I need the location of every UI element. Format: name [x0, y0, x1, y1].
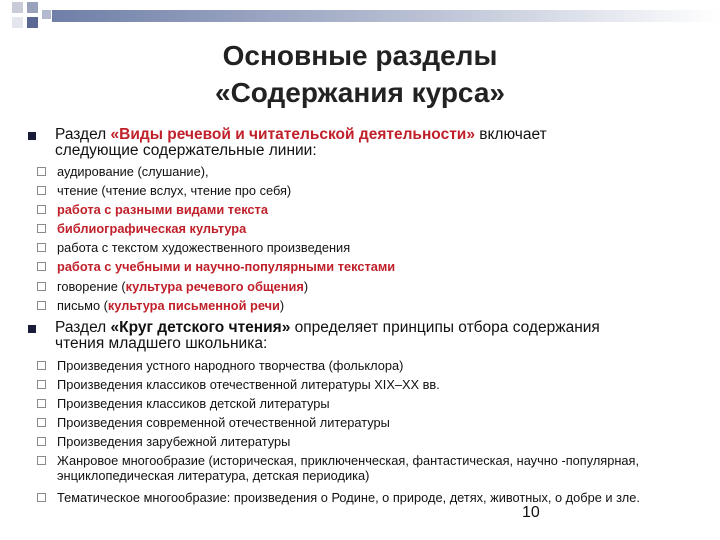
section-2-suffix: определяет принципы отбора содержания [290, 319, 600, 336]
item-text: Тематическое многообразие: произведения о Родине, о природе, детях, животных, о добре и зле. [57, 490, 640, 505]
list-item [57, 202, 687, 217]
list-item [57, 377, 687, 392]
checkbox-bullet-icon [37, 262, 46, 271]
item-text: говорение ( [57, 279, 126, 294]
list-item [57, 298, 687, 313]
checkbox-bullet-icon [37, 301, 46, 310]
list-item [57, 396, 687, 411]
item-highlight-text: культура речевого общения [125, 279, 304, 294]
section-2-heading [28, 320, 708, 352]
section-2-highlight: «Круг детского чтения» [110, 319, 291, 336]
item-text: чтение (чтение вслух, чтение про себя) [57, 183, 292, 198]
list-item [57, 259, 687, 274]
item-text: Произведения классиков отечественной литературы XIX–XX вв. [57, 377, 440, 392]
list-item [57, 221, 687, 236]
section-2-line2: чтения младшего школьника: [55, 335, 268, 352]
page-number: 10 [522, 504, 540, 521]
checkbox-bullet-icon [37, 205, 46, 214]
slide-title-line1: Основные разделы [222, 40, 498, 71]
item-highlight-text: библиографическая культура [57, 221, 247, 236]
bullet-square-icon [28, 325, 36, 333]
item-text: работа с текстом художественного произведения [57, 240, 351, 255]
list-item [57, 279, 687, 294]
checkbox-bullet-icon [37, 361, 46, 370]
checkbox-bullet-icon [37, 493, 46, 502]
item-highlight-text: культура письменной речи [107, 298, 280, 313]
item-text: Произведения устного народного творчества (фольклора) [57, 358, 404, 373]
item-text: Произведения современной отечественной литературы [57, 415, 390, 430]
section-2-prefix: Раздел [55, 319, 111, 336]
list-item [57, 183, 687, 198]
item-text: письмо ( [57, 298, 108, 313]
list-item [57, 164, 687, 179]
list-item [57, 453, 687, 483]
checkbox-bullet-icon [37, 167, 46, 176]
bullet-square-icon [28, 132, 36, 140]
checkbox-bullet-icon [37, 418, 46, 427]
checkbox-bullet-icon [37, 380, 46, 389]
item-text: аудирование (слушание), [57, 164, 209, 179]
list-item [57, 434, 687, 449]
item-text-suffix: ) [303, 279, 309, 294]
checkbox-bullet-icon [37, 282, 46, 291]
checkbox-bullet-icon [37, 224, 46, 233]
checkbox-bullet-icon [37, 456, 46, 465]
list-item [57, 358, 687, 373]
section-1-line2: следующие содержательные линии: [55, 142, 317, 159]
section-1-heading [28, 127, 708, 159]
list-item [57, 415, 687, 430]
list-item [57, 240, 687, 255]
item-text-suffix: ) [279, 298, 285, 313]
header-decoration [0, 0, 720, 40]
section-1-suffix: включает [474, 126, 547, 143]
checkbox-bullet-icon [37, 186, 46, 195]
checkbox-bullet-icon [37, 437, 46, 446]
checkbox-bullet-icon [37, 399, 46, 408]
item-highlight-text: работа с разными видами текста [57, 202, 268, 217]
item-highlight-text: работа с учебными и научно-популярными текстами [57, 259, 396, 274]
item-text: Жанровое многообразие (историческая, приключенческая, фантастическая, научно -популярная, энциклопедическая литература, детская периодика) [57, 453, 640, 483]
section-1-highlight: «Виды речевой и читательской деятельности» [110, 126, 475, 143]
section-1-prefix: Раздел [55, 126, 111, 143]
list-item [57, 490, 687, 505]
item-text: Произведения зарубежной литературы [57, 434, 291, 449]
checkbox-bullet-icon [37, 243, 46, 252]
slide-title-line2: «Содержания курса» [215, 77, 505, 108]
item-text: Произведения классиков детской литературы [57, 396, 330, 411]
